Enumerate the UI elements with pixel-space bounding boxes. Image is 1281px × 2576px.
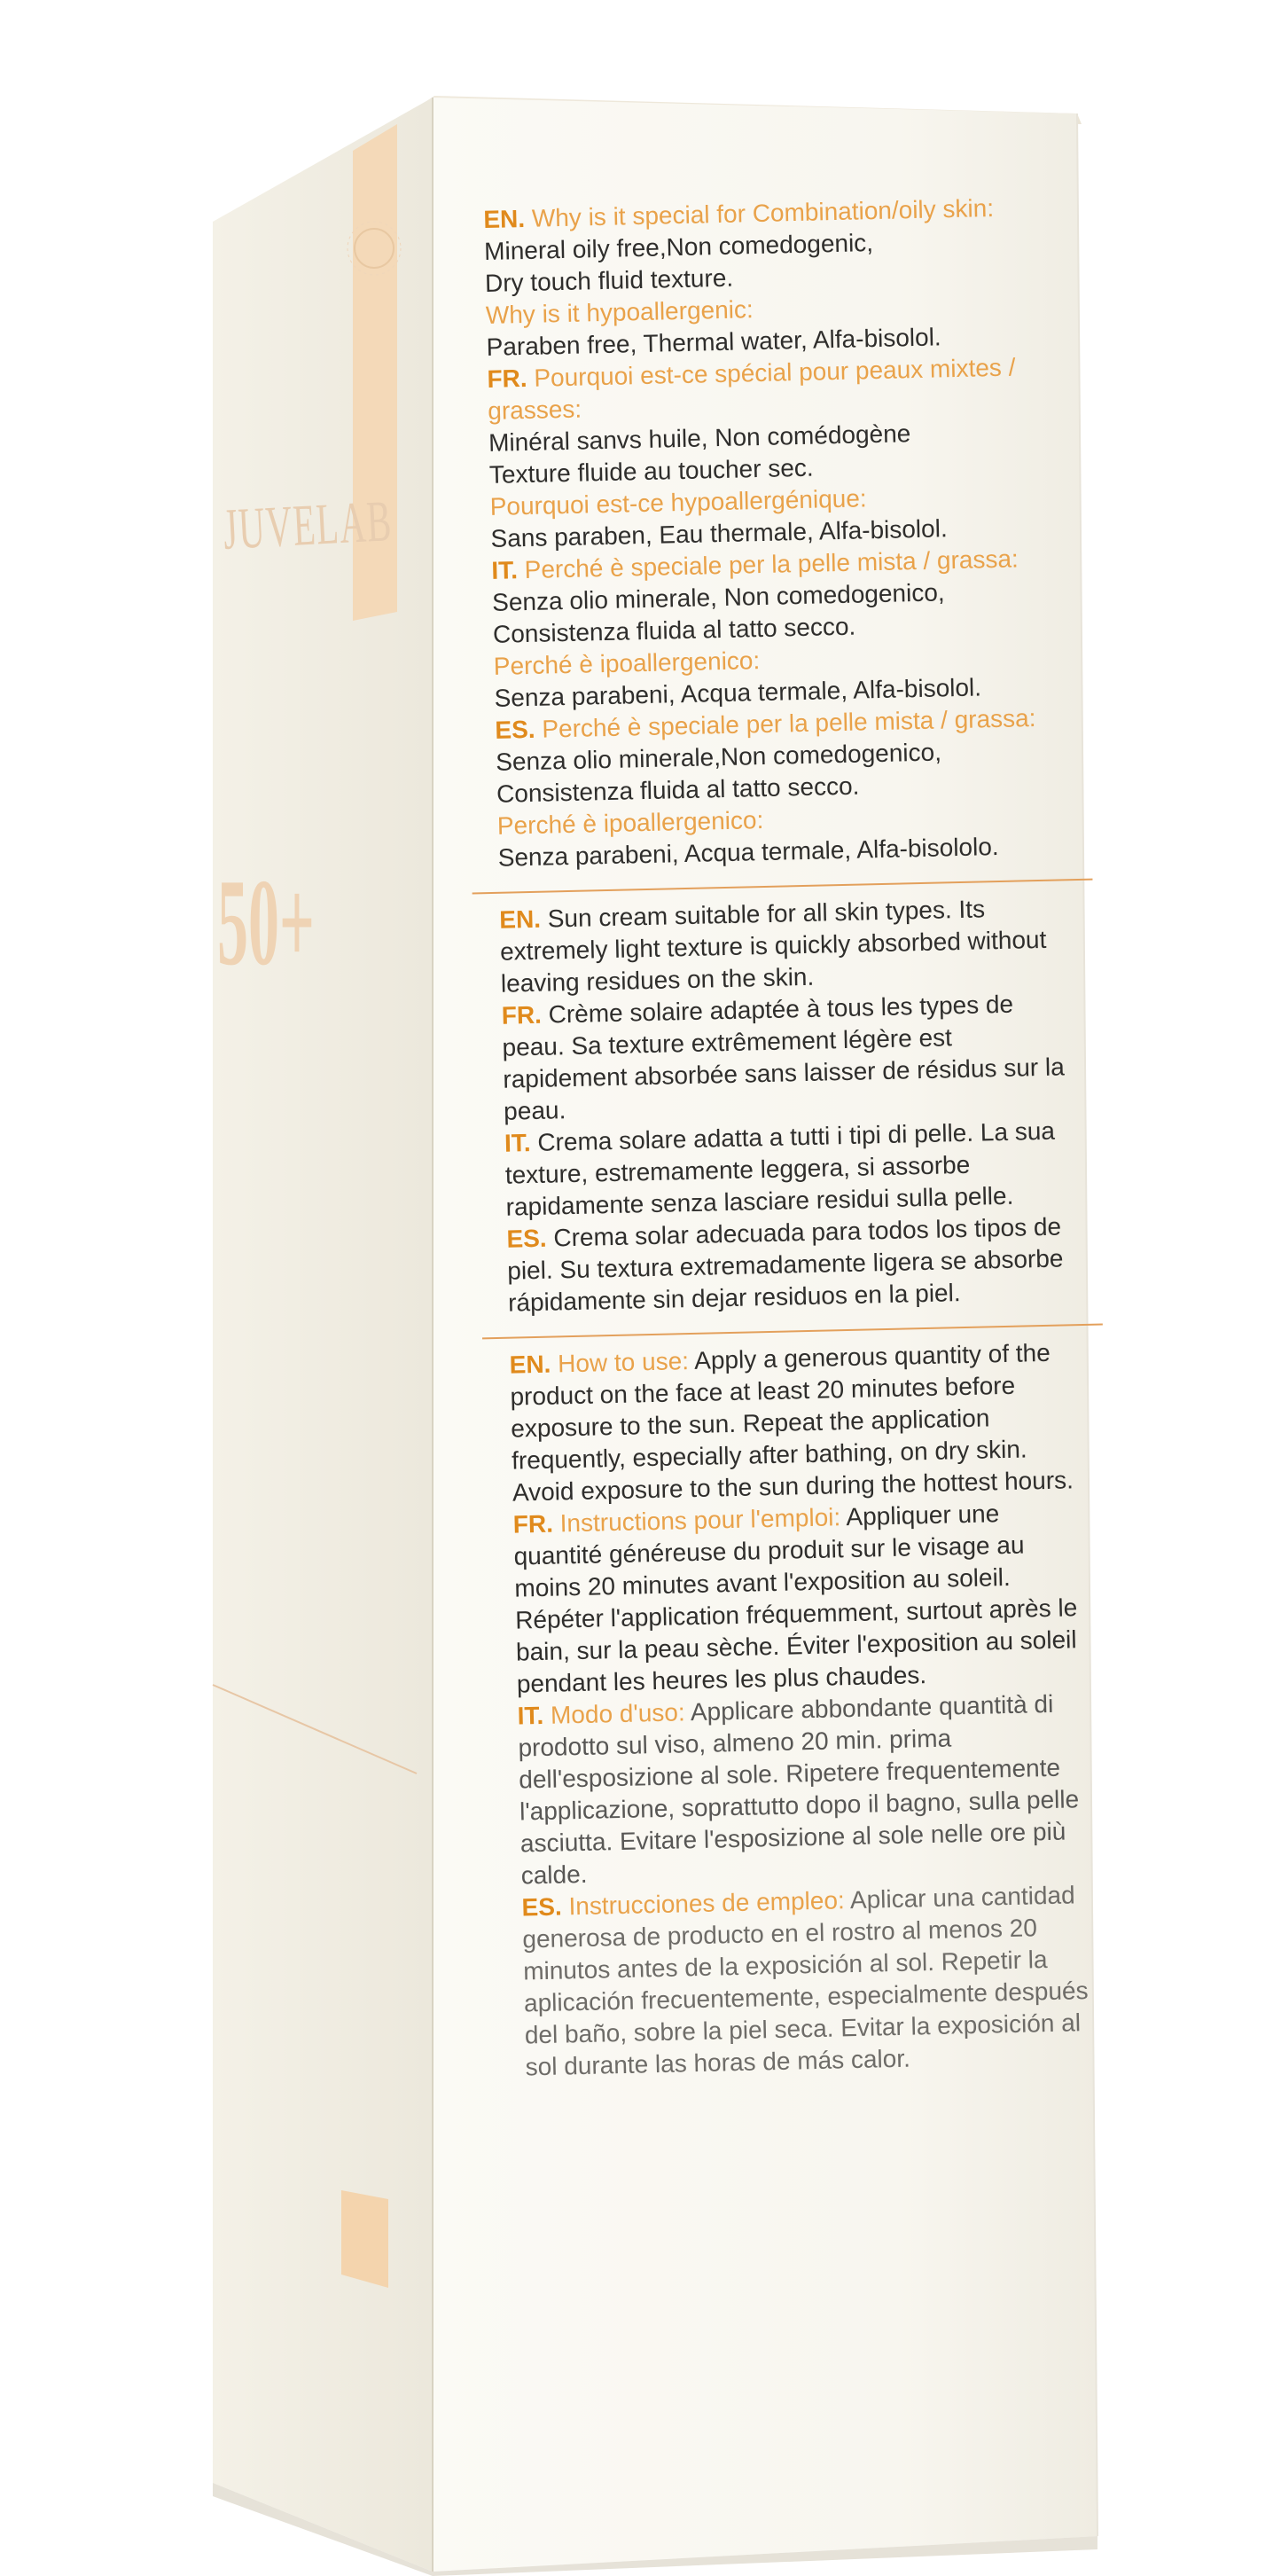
heading: How to use: bbox=[557, 1347, 690, 1378]
text-line: Consistenza fluida al tatto secco. bbox=[496, 771, 860, 808]
section-how-to-use bbox=[509, 1336, 1093, 2083]
lang-code: ES. bbox=[521, 1892, 563, 1922]
lang-code: FR. bbox=[501, 1000, 543, 1030]
lang-code: FR. bbox=[512, 1509, 554, 1539]
heading: Modo d'uso: bbox=[550, 1698, 686, 1729]
info-panel bbox=[483, 191, 1111, 2083]
text-line: Aplicar una cantidad generosa de producto en el rostro al menos 20 minutos antes de la exposición al sol. Repetir la aplicación frecuentemente, especialmente después del baño, sobre la piel seca. Evitar la exposición al sol durante las horas de más calor. bbox=[522, 1881, 1089, 2081]
lang-code: EN. bbox=[498, 904, 542, 934]
text-line: Crema solar adecuada para todos los tipos de piel. Su textura extremadamente ligera se absorbe rápidamente sin dejar residuos en la piel. bbox=[506, 1212, 1064, 1317]
heading: Perché è speciale per la pelle mista / grassa: bbox=[524, 544, 1019, 584]
text-line: Appliquer une quantité généreuse du produit sur le visage au moins 20 minutes avant l'exposition au soleil. Répéter l'application fréquemment, surtout après le bain, sur la peau sèche. Éviter l'exposition au soleil pendant les heures les plus chaudes. bbox=[513, 1499, 1078, 1698]
text-line: Minéral sanvs huile, Non comédogène bbox=[488, 419, 911, 457]
heading: Perché è ipoallergenico: bbox=[496, 806, 764, 840]
lang-code: IT. bbox=[517, 1701, 544, 1730]
text-line: Senza olio minerale,Non comedogenico, bbox=[495, 738, 942, 776]
heading: Pourquoi est-ce hypoallergénique: bbox=[489, 484, 867, 521]
lang-code: ES. bbox=[495, 715, 535, 744]
lang-code: EN. bbox=[509, 1350, 551, 1379]
heading: Instructions pour l'emploi: bbox=[559, 1503, 841, 1538]
text-line: Senza olio minerale, Non comedogenico, bbox=[491, 578, 945, 616]
text-line: Texture fluide au toucher sec. bbox=[488, 453, 814, 489]
lang-code: IT. bbox=[491, 556, 519, 584]
peach-stripe-bottom bbox=[341, 2190, 388, 2288]
text-line: Senza parabeni, Acqua termale, Alfa-bisololo. bbox=[497, 832, 999, 872]
spf-label: 50+ bbox=[217, 854, 315, 991]
heading: grasses: bbox=[487, 395, 582, 425]
section-skin-type bbox=[483, 191, 1083, 874]
text-line: Consistenza fluida al tatto secco. bbox=[492, 612, 856, 648]
text-line: Sans paraben, Eau thermale, Alfa-bisolol. bbox=[490, 514, 948, 552]
text-line: Applicare abbondante quantità di prodotto sul viso, almeno 20 min. prima dell'esposizione al sole. Ripetere frequentemente l'applicazione, soprattutto dopo il bagno, sulla pelle asciutta. Evitare l'esposizione al sole nelle ore più calde. bbox=[518, 1689, 1080, 1890]
heading: Perché è ipoallergenico: bbox=[493, 646, 761, 680]
divider bbox=[473, 879, 1093, 895]
box-front-face bbox=[213, 98, 433, 2572]
lang-code: FR. bbox=[487, 364, 527, 393]
text-line: Senza parabeni, Acqua termale, Alfa-bisolol. bbox=[494, 673, 982, 712]
text-line: Apply a generous quantity of the product on the face at least 20 minutes before exposure to the sun. Repeat the application frequently, especially after bathing, on dry skin. Avoid exposure to the sun during the hottest hours. bbox=[510, 1338, 1074, 1507]
divider bbox=[482, 1323, 1103, 1339]
heading: Pourquoi est-ce spécial pour peaux mixtes / bbox=[534, 353, 1016, 392]
text-line: Paraben free, Thermal water, Alfa-bisolol. bbox=[486, 323, 941, 361]
text-line: Crema solare adatta a tutti i tipi di pelle. La sua texture, estremamente leggera, si assorbe rapidamente senza lasciare residui sulla pelle. bbox=[504, 1116, 1056, 1221]
heading: Perché è speciale per la pelle mista / grassa: bbox=[542, 704, 1036, 743]
heading: Why is it hypoallergenic: bbox=[485, 295, 754, 329]
text-line: Sun cream suitable for all skin types. Its extremely light texture is quickly absorbed without leaving residues on the skin. bbox=[499, 895, 1047, 998]
lang-code: ES. bbox=[506, 1224, 547, 1253]
text-line: Mineral oily free,Non comedogenic, bbox=[483, 229, 874, 265]
text-line: Crème solaire adaptée à tous les types de peau. Sa texture extrêmement légère est rapidement absorbée sans laisser de résidus sur la peau. bbox=[502, 990, 1066, 1125]
lang-code: IT. bbox=[504, 1129, 531, 1157]
heading: Instrucciones de empleo: bbox=[568, 1886, 846, 1921]
lang-code: EN. bbox=[483, 204, 526, 233]
text-line: Dry touch fluid texture. bbox=[484, 263, 734, 297]
section-description bbox=[499, 891, 1075, 1319]
brand-logo: JUVELAB bbox=[222, 489, 394, 562]
heading: Why is it special for Combination/oily skin: bbox=[531, 193, 995, 232]
